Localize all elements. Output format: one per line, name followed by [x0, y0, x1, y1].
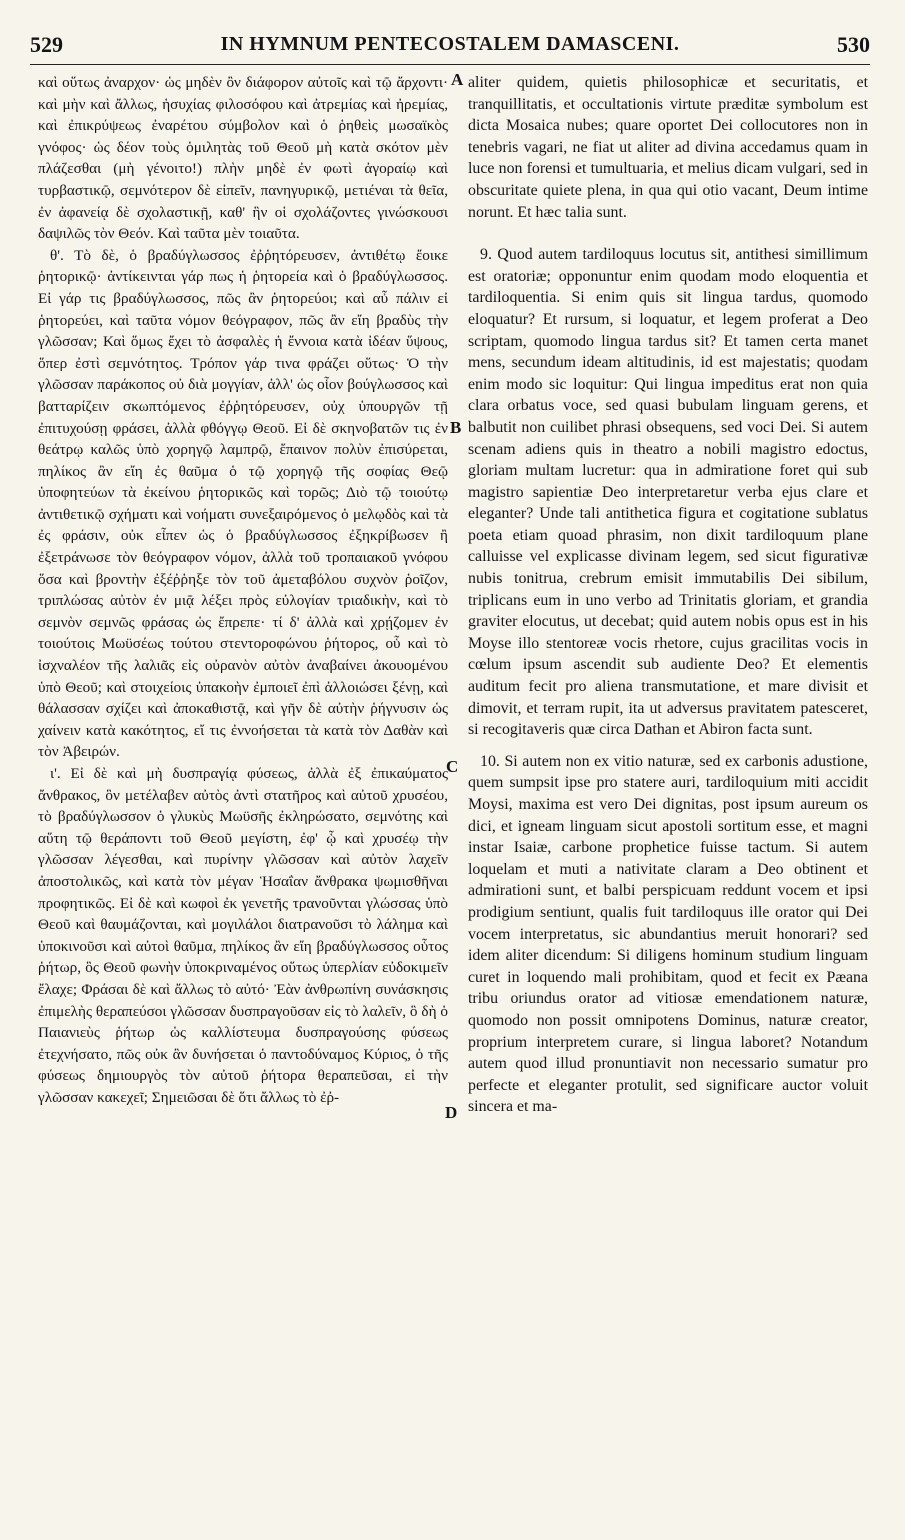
- greek-column: [38, 72, 448, 1109]
- latin-paragraph-2: 9. Quod autem tardiloquus locutus sit, antithesi simillimum est oratoriæ; opponuntur enim quodam modo eloquentia et tardiloquentia. Si enim quis sit lingua tardus, quomodo eloquatur? Et rursum, si loquatur, et legem proferat a Deo scriptam, quomodo lingua tardus sit? Et tamen certa manet mens, secundum ideam altitudinis, id est majestatis; quodam enim modo sic loquitur: Qui lingua impeditus erat non quia clara orbatus voce, sed quasi bubulam linguam gerens, et balbutit non cuilibet phrasi obsequens, sed voci Dei. Si autem scenam adiens quis in theatro a nobili magistro edoctus, gloriam multam lucretur: qua in admiratione foret qui sub magistro sapientiæ Deo interpretaretur verba ejus clare et eleganter? Unde tali antithetica figura et cogitatione sublatus poeta etiam quoad phrasim, non dixit tardiloquum plane calluisse vel explicasse divinam legem, sed sicut figurativæ nubis tonitrua, crebrum emisit immutabilis Dei sibilum, triplicans eum in uno verbo ad Trinitatis gloriam, et grandia graviter elocutus, ut decebat; quid autem nobis opus est in his Moyse illo stentoreæ vocis rhetore, cujus gracilitas vocis in cœlum ipsum ascendit sub audiente Deo? Et elementis auditum fecit pro aliena transmutatione, et mare divisit et dimovit, et terram rupit, ita ut adversus pravitatem patesceret, si recogitaveris quæ circa Dathan et Abiron facta sunt.: [468, 246, 868, 739]
- page-header: [30, 30, 870, 65]
- greek-paragraph-1: καὶ οὕτως ἀναρχον· ὡς μηδὲν ὂν διάφορον αὐτοῖς καὶ τῷ ἄρχοντι· καὶ μὴν καὶ ἄλλως, ἡσυχίας φιλοσόφου καὶ ἀτρεμίας καὶ ἠρεμίας, καὶ ἐπικρύψεως ἐναρέτου σύμβολον καὶ ὁ ῥηθεὶς μωσαϊκὸς γνόφος· ὡς δέον τοὺς ὁμιλητὰς τοῦ Θεοῦ μὴ κατὰ σκότον μὲν πλάζεσθαι (μὴ γένοιτο!) πλὴν μηδὲ ἐν φωτὶ ἀγοραίῳ καὶ τυρβαστικῷ, σεμνότερον δὲ εἰπεῖν, πανηγυρικῷ, μετιέναι τὰ θεῖα, ἐν ἀφανείᾳ δὲ σχολαστικῇ, καθ' ἣν οἱ σχολάζοντες γινώσκουσι δαψιλῶς τὸν Θεόν. Καὶ ταῦτα μὲν τοιαῦτα.: [38, 74, 448, 243]
- greek-paragraph-3: ι'. Εἰ δὲ καὶ μὴ δυσπραγίᾳ φύσεως, ἀλλὰ ἐξ ἐπικαύματος ἄνθρακος, ὃν μετέλαβεν αὐτὸς ἀντὶ στατῆρος καὶ αὐτοῦ χρυσέου, τὸ βραδύγλωσσον ὁ γλυκὺς Μωϋσῆς ἐκληρώσατο, σεμνότης καὶ αὕτη τῷ θεράποντι τοῦ Θεοῦ μεγίστη, ἐφ' ᾧ καὶ χρυσέῳ τὴν γλῶσσαν λέγεσθαι, καὶ πυρίνην γλῶσσαν καὶ αὐτὸν λαχεῖν ἀποστολικῶς, καὶ κατὰ τὸν μέγαν Ἡσαΐαν ἄνθρακα ψωμισθῆναι προφητικῶς. Εἰ δὲ καὶ κωφοὶ ἐκ γενετῆς τρανοῦνται γλώσσας ὑπὸ Θεοῦ καὶ θαυμάζονται, καὶ μογιλάλοι διατρανοῦσι τὸ λάλημα καὶ ὑποκινοῦσι καὶ αὐτοὶ θαῦμα, πηλίκος ἂν εἴη βραδύγλωσσος οὗτος ῥήτωρ, ὃς Θεοῦ φωνὴν ὑποκριναμένος οὕτως ὑπερλίαν εὐδοκιμεῖν ἔλαχε; Φράσαι δὲ καὶ ἄλλως τὸ αὐτό· Ἐὰν ἀνθρωπίνη συνάσκησις ἐπιμελὴς θεραπεύσοι γλῶσσαν δυσπραγοῦσαν εἰς τὸ λαλεῖν, ὃ δὴ ὁ Παιανιεὺς ῥήτωρ ὡς καλλίστευμα δυσπραγούσης φύσεως ἐτεχνήσατο, πῶς οὐκ ἂν δυνήσεται ὁ παντοδύναμος Κύριος, ὁ τῆς φύσεως δημιουργὸς τὸν αὐτοῦ ῥήτορα θεραπεῦσαι, εἰ τὴν γλῶσσαν κακεχεῖ; Σημειῶσαι δὲ ὅτι ἄλλως τὸ ἐῤ-: [38, 765, 448, 1106]
- latin-paragraph-1: aliter quidem, quietis philosophicæ et securitatis, et tranquillitatis, et occultationis virtute præditæ symbolum est dicta Mosaica nubes; quare oportet Dei collocutores non in tenebris vagari, ne fiat ut aliter ad divina accedamus quam in luce non forensi et tumultuaria, et melius dicam vulgari, sed in obscuritate quiete plena, in qua qui otio vacant, Deum intime norunt. Et hæc talia sunt.: [468, 74, 868, 221]
- section-marker-c: C: [446, 757, 459, 776]
- greek-paragraph-2: θ'. Τὸ δὲ, ὁ βραδύγλωσσος ἐῤῥητόρευσεν, ἀντιθέτῳ ἔοικε ῥητορικῷ· ἀντίκεινται γάρ πως ἡ ῥητορεία καὶ ὁ βραδύγλωσσος. Εἰ γάρ τις βραδύγλωσσος, πῶς ἂν ῥητορεύοι; καὶ αὖ πάλιν εἰ ῥητορεύει, καὶ ταῦτα νόμον θεόγραφον, πῶς ἂν εἴη βραδὺς τὴν γλῶσσαν; Καὶ ὅμως ἔχει τὸ ἀσφαλὲς ἡ ἔννοια κατὰ ἰδέαν ὕψους, ὅπερ ἐστὶ σεμνότητος. Τρόπον γάρ τινα φράζει οὕτως· Ὁ τὴν γλῶσσαν παράκοπος οὐ διὰ μογγίαν, ἀλλ' ὡς οἷον βούγλωσσος καὶ βατταρίζειν σκωπτόμενος ἐῤῥητόρευσεν, οὐχ ὑπουργῶν τῇ ἐπιτυχούσῃ φράσει, ἀλλὰ φθόγγῳ Θεοῦ. Εἰ δὲ σκηνοβατῶν τις ἐν θεάτρῳ καλῶς ὑπὸ χορηγῷ λαμπρῷ, ἔπαινον πολὺν ἐπισύρεται, πηλίκος ἂν εἴη ἐς θαῦμα ὁ τῷ χορηγῷ τῆς σοφίας Θεῷ ὑποφητεύων τὰ ἐκείνου ῥητορικῶς καὶ τορῶς; Διὸ τῷ τοιούτῳ ἀντιθετικῷ σχήματι καὶ νοήματι συνεξαιρόμενος ὁ μελῳδὸς καὶ τὰ ἐς φράσιν, οὐκ εἶπεν ὡς ὁ βραδύγλωσσος ἐξηκρίβωσεν ἢ ἐξετράνωσε τὸν θεόγραφον νόμον, ἀλλὰ τοῦ τροπαιακοῦ γνόφου ὅσα καὶ βροντὴν ἐξέῤῥηξε τὸν τοῦ ἀμεταβόλου συχνὸν ῥοῖζον, τριπλώσας αὐτὸν ἐν μιᾷ λέξει πρὸς εὐλογίαν τριαδικὴν, καὶ τὸ σεμνὸν σεμνῶς φράσας ὡς ἔπρεπε· τί δ' ἀλλὰ καὶ χρῄζομεν ἐν τοιούτοις Μωϋσέως τούτου στεντοροφώνου ῥήτορος, οὗ καὶ τὸ ἰσχναλέον τῆς λαλιᾶς εἰς οὐρανὸν αὐτὸν ἀναβαίνει ἀκουομένου ὑπὸ Θεοῦ; καὶ στοιχείοις ὑπακοὴν ἐμποιεῖ ἐπὶ ἀλλοιώσει ξένῃ, καὶ θάλασσαν σχίζει καὶ ἀποκαθιστᾷ, καὶ γῆν δὲ αὐτὴν ῥήγνυσιν ὡς χαίνειν κατὰ κακότητος, εἴ τις ἐννοήσεται τὰ κατὰ τὸν Δαθὰν καὶ τὸν Ἀβειρών.: [38, 246, 448, 761]
- latin-column: [468, 72, 868, 1118]
- section-marker-b: B: [450, 418, 462, 437]
- page-number-right: 530: [837, 32, 870, 57]
- section-marker-d: D: [445, 1103, 458, 1122]
- latin-paragraph-3: 10. Si autem non ex vitio naturæ, sed ex carbonis adustione, quem sumpsit ipse pro statere auri, tardiloquium miti accidit Moysi, maxima est vero Dei dignitas, post ipsum aureum os dici, et igneam linguam sicut apostoli sortitum esse, et magni instar Isaiæ, carbone prophetice fuisse tactum. Si autem loquelam et muti a nativitate claram a Deo obtinent et admirationi sunt, et balbi perspicuam reddunt vocem et ipsi prodigium sentiunt, qualis fuit tardiloquus ille orator qui Dei vocem interpretatus, sic abundantius meruit honorari? sed idem aliter dicendum: Si diligens hominum studium linguam curet in loquendo mali prohibitam, quod et fecit ex Pæana tribu oriundus orator ad vitiosæ emendationem naturæ, quomodo non possit omnipotens Dominus, naturæ creator, proprium interpretem curare, si lingua laboret? Notandum autem quod illud pronuntiavit non necessario sumatur pro perfecte et eleganter protulit, sed significare auctor voluit sincera et ma-: [468, 752, 868, 1116]
- page-number-left: 529: [30, 32, 63, 57]
- paragraph-gap: [468, 223, 868, 244]
- paragraph-gap: [468, 741, 868, 751]
- section-marker-a: A: [451, 70, 464, 89]
- running-title: IN HYMNUM PENTECOSTALEM DAMASCENI.: [220, 33, 680, 55]
